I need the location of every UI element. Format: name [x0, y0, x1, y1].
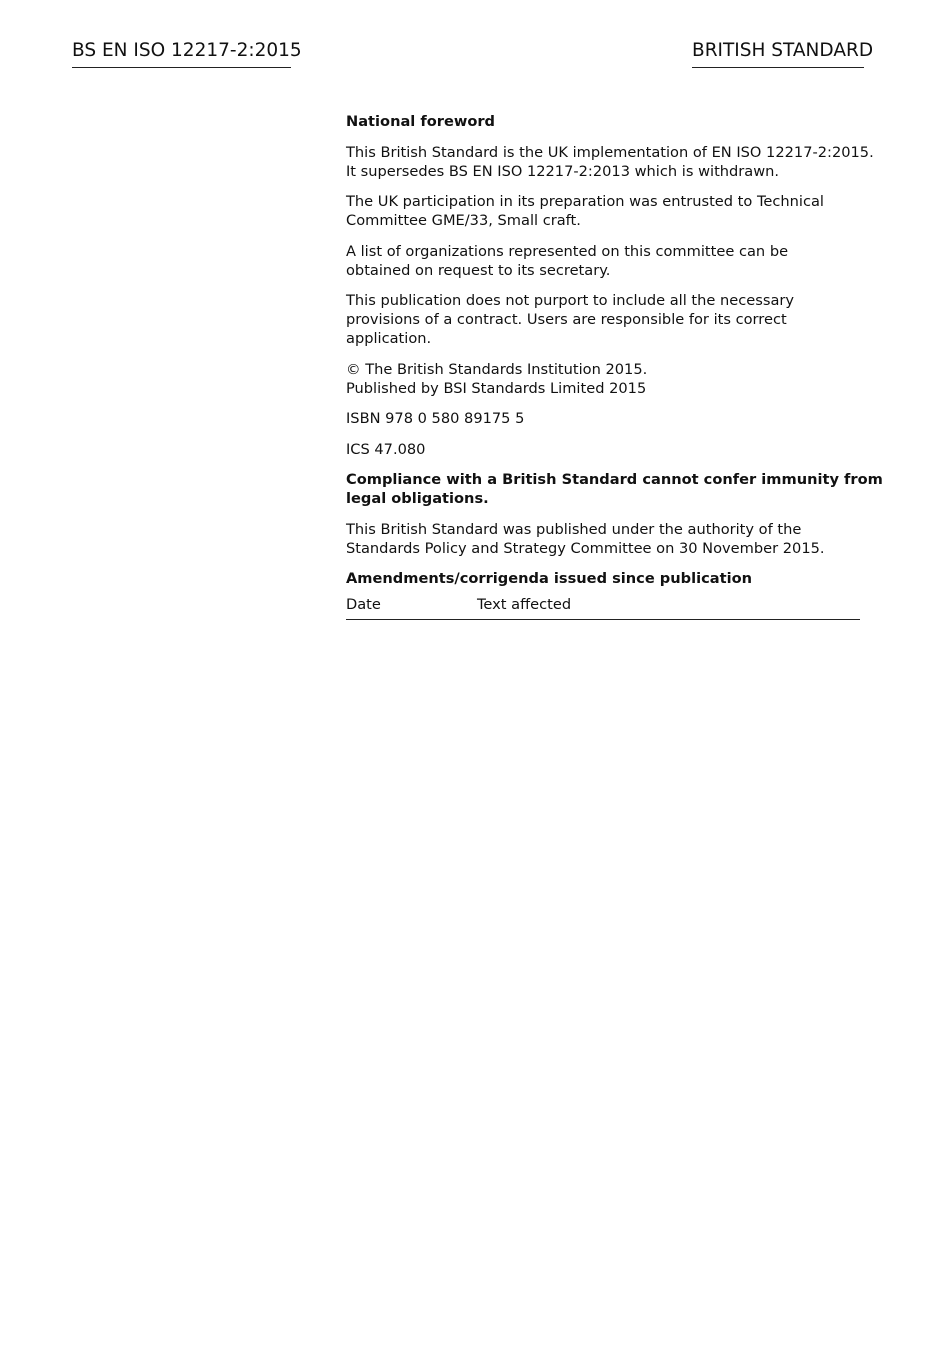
- compliance-statement: [346, 470, 886, 508]
- participation-paragraph: [346, 192, 886, 230]
- amendments-column-date: Date: [346, 596, 381, 613]
- paragraph-line: The UK participation in its preparation was entrusted to Technical: [346, 193, 824, 210]
- paragraph-line: © The British Standards Institution 2015.: [346, 360, 648, 378]
- organizations-paragraph: [346, 242, 886, 280]
- paragraph-line: This British Standard is the UK implementation of EN ISO 12217-2:2015.: [346, 143, 874, 161]
- header-document-id: BS EN ISO 12217-2:2015: [72, 39, 291, 68]
- paragraph-line: legal obligations.: [346, 490, 489, 507]
- paragraph-line: obtained on request to its secretary.: [346, 261, 611, 279]
- paragraph-line: application.: [346, 330, 432, 347]
- paragraph-line: It supersedes BS EN ISO 12217-2:2013 which is withdrawn.: [346, 162, 780, 180]
- contract-provisions-paragraph: [346, 291, 886, 348]
- paragraph-line: Published by BSI Standards Limited 2015: [346, 379, 647, 397]
- foreword-title: National foreword: [346, 113, 496, 130]
- amendments-title: Amendments/corrigenda issued since publication: [346, 570, 752, 587]
- copyright-paragraph: [346, 360, 886, 398]
- isbn: ISBN 978 0 580 89175 5: [346, 410, 525, 427]
- paragraph-line: This British Standard was published under the authority of the: [346, 520, 802, 538]
- amendments-table-header: [346, 595, 860, 620]
- paragraph-line: Compliance with a British Standard cannot confer immunity from: [346, 471, 883, 488]
- authority-paragraph: [346, 520, 886, 558]
- paragraph-line: provisions of a contract. Users are responsible for its correct: [346, 311, 787, 328]
- ics-code: ICS 47.080: [346, 440, 426, 458]
- paragraph-line: Standards Policy and Strategy Committee on 30 November 2015.: [346, 539, 825, 557]
- paragraph-line: This publication does not purport to include all the necessary: [346, 292, 795, 309]
- header-series-label: BRITISH STANDARD: [692, 39, 864, 68]
- amendments-column-text-affected: Text affected: [477, 596, 572, 613]
- paragraph-line: A list of organizations represented on this committee can be: [346, 242, 789, 260]
- implementation-paragraph: [346, 143, 886, 181]
- paragraph-line: Committee GME/33, Small craft.: [346, 212, 581, 229]
- national-foreword: [346, 112, 886, 620]
